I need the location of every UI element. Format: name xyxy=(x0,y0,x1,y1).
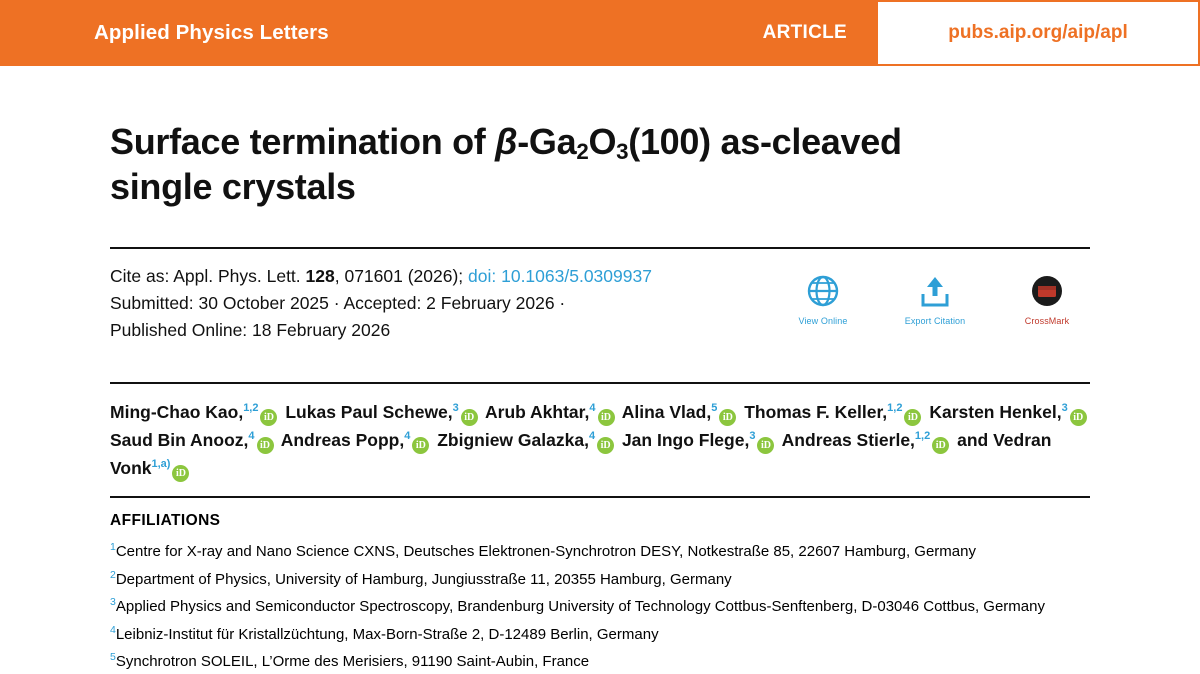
author-name[interactable]: Ming-Chao Kao, xyxy=(110,402,244,423)
doi-link[interactable]: 10.1063/5.0309937 xyxy=(501,266,652,287)
publisher-url-box[interactable] xyxy=(875,0,1200,66)
orcid-icon[interactable]: iD xyxy=(597,437,614,454)
citation-text xyxy=(110,263,652,344)
article-type-label: ARTICLE xyxy=(762,22,847,43)
author-name[interactable]: Alina Vlad, xyxy=(621,402,712,423)
title-part-1: Surface termination of xyxy=(110,121,496,162)
orcid-icon[interactable]: iD xyxy=(260,409,277,426)
author-name[interactable]: Zbigniew Galazka, xyxy=(437,430,589,451)
affiliation-text: Department of Physics, University of Hamburg, Jungiusstraße 11, 20355 Hamburg, Germany xyxy=(115,570,732,588)
title-part-4: (100) as-cleaved xyxy=(628,121,902,162)
author-affil-sup: 4 xyxy=(404,430,411,443)
author-entry xyxy=(110,402,280,422)
citation-block xyxy=(110,249,1090,344)
author-affil-sup: 5 xyxy=(711,402,718,415)
affiliation-item xyxy=(110,650,1090,674)
title-sub-3: 3 xyxy=(616,138,629,164)
author-affil-sup: 3 xyxy=(749,430,756,443)
affiliation-text: Leibniz-Institut für Kristallzüchtung, Max-Born-Straße 2, D-12489 Berlin, Germany xyxy=(115,625,659,643)
author-affil-sup: 4 xyxy=(248,430,255,443)
crossmark-icon[interactable] xyxy=(1008,271,1086,311)
author-entry xyxy=(622,430,778,450)
title-line-2: single crystals xyxy=(110,166,356,208)
title-part-3: O xyxy=(588,121,617,162)
author-entry xyxy=(744,402,924,422)
author-name[interactable]: Thomas F. Keller, xyxy=(744,402,888,423)
orcid-icon[interactable]: iD xyxy=(932,437,949,454)
cite-as-line xyxy=(110,263,652,290)
orcid-icon[interactable]: iD xyxy=(257,437,274,454)
author-list xyxy=(110,384,1090,482)
citation-icon-group xyxy=(784,263,1090,326)
affiliation-marker: 3 xyxy=(110,596,116,609)
publisher-url[interactable]: pubs.aip.org/aip/apl xyxy=(948,22,1128,43)
affiliation-text: Centre for X-ray and Nano Science CXNS, Deutsches Elektronen-Synchrotron DESY, Notkestraße 85, 22607 Hamburg, Germany xyxy=(115,543,976,561)
author-name[interactable]: Andreas Stierle, xyxy=(781,430,915,451)
author-affil-sup: 1,2 xyxy=(914,430,931,443)
author-entry xyxy=(110,430,277,450)
orcid-icon[interactable]: iD xyxy=(719,409,736,426)
author-name[interactable]: Saud Bin Anooz, xyxy=(110,430,249,451)
author-name[interactable]: Jan Ingo Flege, xyxy=(621,430,750,451)
author-name[interactable]: Arub Akhtar, xyxy=(485,402,590,423)
doi-label: doi: xyxy=(468,266,502,287)
author-entry xyxy=(281,430,433,450)
crossmark-button[interactable] xyxy=(1008,271,1086,326)
author-name[interactable]: and Vedran Vonk xyxy=(110,430,1052,478)
published-online-line: Published Online: 18 February 2026 xyxy=(110,320,391,341)
author-affil-sup: 4 xyxy=(588,430,596,443)
author-entry xyxy=(485,402,618,422)
affiliation-text: Synchrotron SOLEIL, L’Orme des Merisiers, 91190 Saint-Aubin, France xyxy=(115,653,590,671)
author-entry xyxy=(782,430,953,450)
orcid-icon[interactable]: iD xyxy=(598,409,615,426)
orcid-icon[interactable]: iD xyxy=(1070,409,1087,426)
title-sub-2: 2 xyxy=(576,138,589,164)
title-part-2: -Ga xyxy=(517,121,577,162)
export-upload-icon[interactable] xyxy=(896,271,974,311)
affiliation-text: Applied Physics and Semiconductor Spectroscopy, Brandenburg University of Technology Cottbus-Senftenberg, D-03046 Cottbus, Germany xyxy=(115,598,1045,616)
affiliation-item xyxy=(110,540,1090,564)
author-name[interactable]: Karsten Henkel, xyxy=(929,402,1062,423)
affiliations-heading: AFFILIATIONS xyxy=(110,512,221,530)
orcid-icon[interactable]: iD xyxy=(904,409,921,426)
author-affil-sup: 4 xyxy=(589,402,596,415)
journal-header-bar xyxy=(0,0,1200,66)
header-orange-band xyxy=(0,0,875,66)
submitted-accepted-line: Submitted: 30 October 2025 · Accepted: 2 February 2026 · xyxy=(110,293,566,314)
author-entry xyxy=(437,430,617,450)
author-entry xyxy=(622,402,740,422)
globe-icon[interactable] xyxy=(784,271,862,311)
author-entry xyxy=(285,402,480,422)
affiliation-marker: 4 xyxy=(110,623,116,636)
export-citation-caption: Export Citation xyxy=(904,316,966,327)
orcid-icon[interactable]: iD xyxy=(461,409,478,426)
orcid-icon[interactable]: iD xyxy=(412,437,429,454)
author-name[interactable]: Lukas Paul Schewe, xyxy=(285,402,453,423)
affiliation-marker: 2 xyxy=(110,568,116,581)
affiliation-item xyxy=(110,623,1090,647)
export-citation-button[interactable] xyxy=(896,271,974,326)
author-affil-sup: 1,a) xyxy=(151,457,171,470)
author-entry xyxy=(929,402,1089,422)
cite-as-rest: , 071601 (2026); xyxy=(334,266,469,287)
orcid-icon[interactable]: iD xyxy=(757,437,774,454)
author-affil-sup: 3 xyxy=(1061,402,1068,415)
author-affil-sup: 1,2 xyxy=(243,402,259,415)
author-affil-sup: 1,2 xyxy=(887,402,903,415)
affiliation-item xyxy=(110,595,1090,619)
cite-volume: 128 xyxy=(305,266,335,287)
affiliation-marker: 5 xyxy=(110,651,116,664)
author-affil-sup: 3 xyxy=(452,402,459,415)
view-online-caption: View Online xyxy=(798,316,848,327)
article-page xyxy=(0,120,1200,674)
affiliation-item xyxy=(110,568,1090,592)
author-name[interactable]: Andreas Popp, xyxy=(280,430,405,451)
journal-title: Applied Physics Letters xyxy=(94,21,329,44)
crossmark-caption: CrossMark xyxy=(1024,316,1070,327)
title-beta-symbol: β xyxy=(495,121,518,162)
view-online-button[interactable] xyxy=(784,271,862,326)
orcid-icon[interactable]: iD xyxy=(172,465,189,482)
affiliation-marker: 1 xyxy=(110,541,116,554)
affiliations-list xyxy=(110,530,1090,674)
cite-as-prefix: Cite as: Appl. Phys. Lett. xyxy=(110,266,306,287)
page-title xyxy=(110,120,1090,209)
